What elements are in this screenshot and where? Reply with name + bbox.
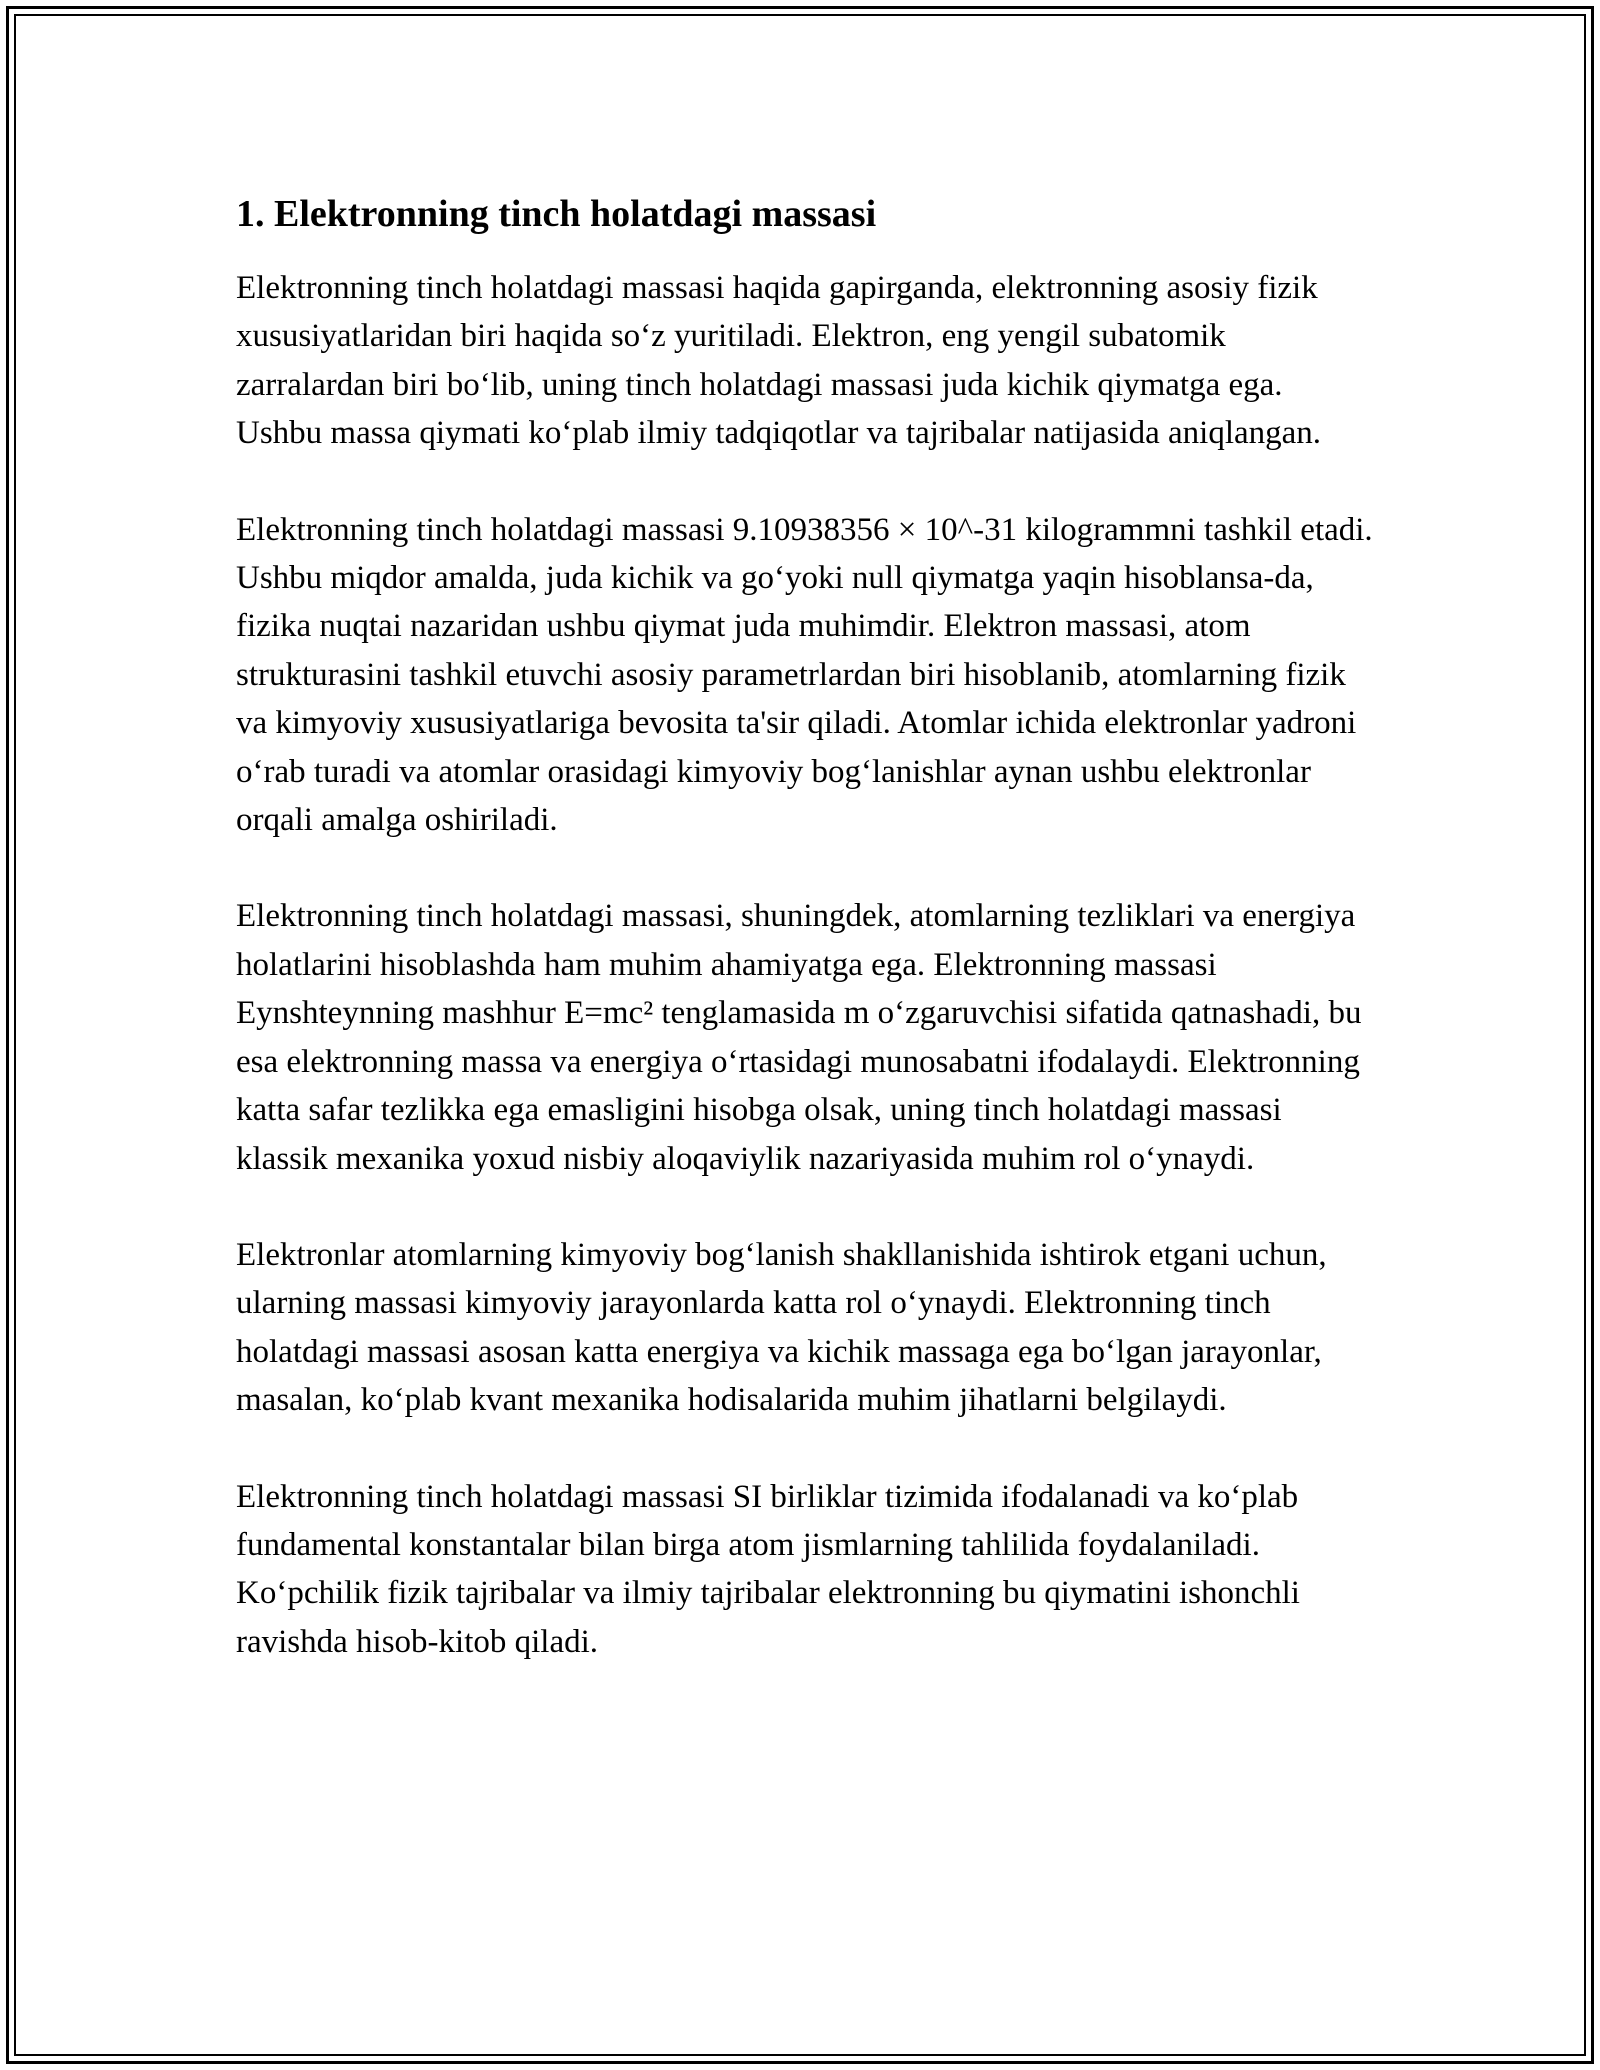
paragraph-1: Elektronning tinch holatdagi massasi haqida gapirganda, elektronning asosiy fizik xususiyatlaridan biri haqida so‘z yuritiladi. Elektron, eng yengil subatomik zarralardan biri bo‘lib, uning tinch holatdagi massasi juda kichik qiymatga ega. Ushbu massa qiymati ko‘plab ilmiy tadqiqotlar va tajribalar natijasida aniqlangan. — [236, 270, 1322, 452]
section-heading: 1. Elektronning tinch holatdagi massasi — [236, 193, 877, 235]
document-body — [236, 186, 1376, 1714]
paragraph-4: Elektronlar atomlarning kimyoviy bog‘lanish shakllanishida ishtirok etgani uchun, ularning massasi kimyoviy jarayonlarda katta rol o‘ynaydi. Elektronning tinch holatdagi massasi asosan katta energiya va kichik massaga ega bo‘lgan jarayonlar, masalan, ko‘plab kvant mexanika hodisalarida muhim jihatlarni belgilaydi. — [236, 1236, 1327, 1419]
paragraph-3: Elektronning tinch holatdagi massasi, shuningdek, atomlarning tezliklari va energiya holatlarini hisoblashda ham muhim ahamiyatga ega. Elektronning massasi Eynshteynning mashhur E=mc² tenglamasida m o‘zgaruvchisi sifatida qatnashadi, bu esa elektronning massa va energiya o‘rtasidagi munosabatni ifodalaydi. Elektronning katta safar tezlikka ega emasligini hisobga olsak, uning tinch holatdagi massasi klassik mexanika yoxud nisbiy aloqaviylik nazariyasida muhim rol o‘ynaydi. — [236, 898, 1362, 1177]
paragraph-2: Elektronning tinch holatdagi massasi 9.10938356 × 10^-31 kilogrammni tashkil etadi. Ushbu miqdor amalda, juda kichik va go‘yoki null qiymatga yaqin hisoblansa-da, fizika nuqtai nazaridan ushbu qiymat juda muhimdir. Elektron massasi, atom strukturasini tashkil etuvchi asosiy parametrlardan biri hisoblanib, atomlarning fizik va kimyoviy xususiyatlariga bevosita ta'sir qiladi. Atomlar ichida elektronlar yadroni o‘rab turadi va atomlar orasidagi kimyoviy bog‘lanishlar aynan ushbu elektronlar orqali amalga oshiriladi. — [236, 511, 1373, 839]
paragraph-5: Elektronning tinch holatdagi massasi SI birliklar tizimida ifodalanadi va ko‘plab fundamental konstantalar bilan birga atom jismlarning tahlilida foydalaniladi. Ko‘pchilik fizik tajribalar va ilmiy tajribalar elektronning bu qiymatini ishonchli ravishda hisob-kitob qiladi. — [236, 1478, 1300, 1660]
